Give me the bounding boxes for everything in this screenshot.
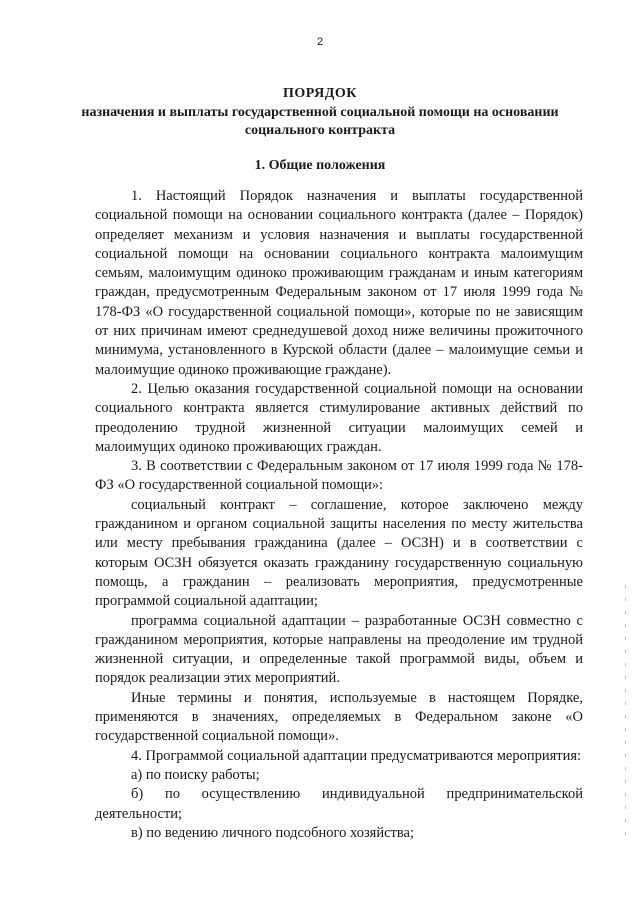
paragraph-other-terms: Иные термины и понятия, используемые в настоящем Порядке, применяются в значениях, определяемых в Федеральном законе «О государственной социальной помощи». <box>95 689 583 745</box>
paragraph-2: 2. Целью оказания государственной социальной помощи на основании социального контракта является стимулирование активных действий по преодолению трудной жизненной ситуации малоимущих семей и малоимущих одиноко проживающих граждан. <box>95 380 583 455</box>
scan-edge-marks <box>622 585 630 885</box>
list-item-a: а) по поиску работы; <box>131 766 260 783</box>
page-number: 2 <box>316 36 324 48</box>
document-title: ПОРЯДОК <box>283 86 357 101</box>
paragraph-definition-program: программа социальной адаптации – разработанные ОСЗН совместно с гражданином мероприятия, которые направлены на преодоление им трудной жизненной ситуации, и определенные такой программой виды, объем и порядок реализации этих мероприятий. <box>95 612 583 687</box>
section-heading: 1. Общие положения <box>254 158 386 173</box>
paragraph-definition-contract: социальный контракт – соглашение, которое заключено между гражданином и органом социальной защиты населения по месту жительства или месту пребывания гражданина (далее – ОСЗН) и в соответствии с которым ОСЗН обязуется оказать гражданину государственную социальную помощь, а гражданин – реализовать мероприятия, предусмотренные программой социальной адаптации; <box>95 496 583 610</box>
list-item-v: в) по ведению личного подсобного хозяйства; <box>131 824 414 841</box>
document-body <box>95 187 583 843</box>
paragraph-1: 1. Настоящий Порядок назначения и выплаты государственной социальной помощи на основании социального контракта (далее – Порядок) определяет механизм и условия назначения и выплаты государственной социальной помощи на основании социального контракта малоимущим семьям, малоимущим одиноко проживающим гражданам и иным категориям граждан, предусмотренным Федеральным законом от 17 июля 1999 года № 178-ФЗ «О государственной социальной помощи», которые по не зависящим от них причинам имеют среднедушевой доход ниже величины прожиточного минимума, установленного в Курской области (далее – малоимущие семьи и малоимущие одиноко проживающие граждане). <box>95 188 583 378</box>
document-subtitle: назначения и выплаты государственной социальной помощи на основании социального контракта <box>81 105 559 138</box>
paragraph-4: 4. Программой социальной адаптации предусматриваются мероприятия: <box>131 747 582 764</box>
list-item-b: б) по осуществлению индивидуальной предпринимательской деятельности; <box>95 786 583 822</box>
paragraph-3: 3. В соответствии с Федеральным законом от 17 июля 1999 года № 178-ФЗ «О государственной социальной помощи»: <box>95 458 583 494</box>
